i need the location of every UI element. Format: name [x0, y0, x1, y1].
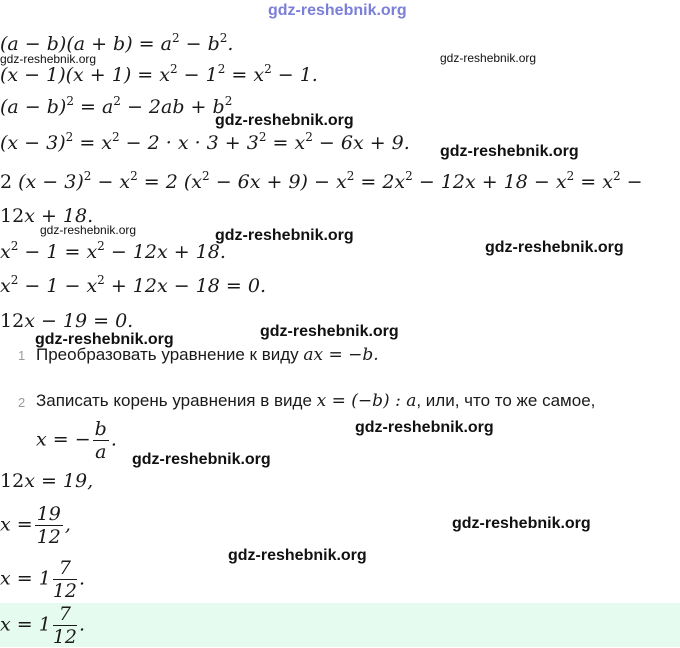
watermark: gdz-reshebnik.org	[485, 239, 624, 256]
step-2-result	[36, 418, 117, 463]
answer-final-lhs: x = 1	[0, 613, 51, 636]
formula-x-minus-1: $(x - 1)(x + 1) = x^2 - 1^2 = x^2 - 1$.	[0, 62, 318, 86]
watermark: gdz-reshebnik.org	[40, 223, 137, 237]
formula-12x-eq-19: 12x = 19,	[0, 470, 94, 492]
answer-highlight	[0, 603, 680, 647]
watermark-top: gdz-reshebnik.org	[268, 2, 407, 19]
fraction-numerator: 19	[36, 503, 61, 525]
fraction-numerator: b	[94, 418, 107, 440]
answer-fraction-lhs: x =	[0, 513, 33, 536]
formula-x-minus-3-squared: $(x - 3)^2 = x^2 - 2 \cdot x \cdot 3 + 3^2 = x^2 - 6x + 9$.	[0, 130, 410, 154]
fraction-denominator: 12	[36, 526, 61, 548]
step-2-number: 2	[18, 395, 26, 410]
fraction-numerator: 7	[53, 557, 77, 580]
watermark: gdz-reshebnik.org	[260, 323, 399, 340]
step-2-result-end: .	[110, 428, 117, 451]
watermark: gdz-reshebnik.org	[215, 227, 354, 244]
fraction-19-12	[35, 503, 63, 548]
step-2	[36, 391, 595, 411]
formula-move-terms: $x^2 - 1 - x^2 + 12x - 18 = 0$.	[0, 273, 267, 297]
watermark: gdz-reshebnik.org	[132, 451, 271, 468]
answer-mixed-end: .	[79, 567, 86, 590]
watermark: gdz-reshebnik.org	[440, 143, 579, 160]
fraction-numerator: 7	[53, 603, 77, 626]
watermark: gdz-reshebnik.org	[228, 547, 367, 564]
step-2-result-lhs: x = −	[36, 428, 91, 451]
watermark: gdz-reshebnik.org	[440, 51, 537, 65]
watermark: gdz-reshebnik.org	[215, 112, 354, 129]
step-1-formula: ax = −b.	[303, 345, 379, 365]
watermark: gdz-reshebnik.org	[0, 52, 97, 66]
fraction-denominator: 12	[52, 580, 77, 602]
step-2-formula: x = (−b) : a	[316, 391, 417, 411]
formula-expansion-line2: 12x + 18.	[0, 205, 94, 227]
answer-fraction	[0, 503, 71, 548]
fraction-7-12	[53, 557, 77, 602]
answer-final	[0, 603, 85, 648]
fraction-b-over-a	[93, 418, 109, 463]
answer-mixed	[0, 557, 85, 602]
watermark: gdz-reshebnik.org	[452, 515, 591, 532]
fraction-7-12-final	[53, 603, 77, 648]
step-1-number: 1	[18, 348, 26, 363]
formula-linear: 12x − 19 = 0.	[0, 310, 134, 332]
watermark: gdz-reshebnik.org	[35, 331, 174, 348]
answer-mixed-lhs: x = 1	[0, 567, 51, 590]
step-2-text-tail: , или, что то же самое,	[416, 391, 596, 410]
answer-final-end: .	[79, 613, 86, 636]
answer-fraction-end: ,	[64, 513, 71, 536]
formula-equation: $x^2 - 1 = x^2 - 12x + 18$.	[0, 239, 226, 263]
fraction-denominator: 12	[52, 626, 77, 648]
step-1-text: Преобразовать уравнение к виду	[36, 345, 299, 364]
formula-difference-of-squares: $(a - b)(a + b) = a^2 - b^2$.	[0, 31, 234, 55]
fraction-denominator: a	[95, 441, 107, 463]
formula-expansion-line1: 2 $(x - 3)^2 - x^2 = 2$ $(x^2 - 6x + 9) - x^2 = 2x^2 - 12x + 18 - x^2 = x^2$ −	[0, 169, 643, 193]
watermark: gdz-reshebnik.org	[355, 419, 494, 436]
formula-square-of-difference: $(a - b)^2 = a^2 - 2ab + b^2$	[0, 94, 233, 118]
step-2-text: Записать корень уравнения в виде	[36, 391, 312, 410]
